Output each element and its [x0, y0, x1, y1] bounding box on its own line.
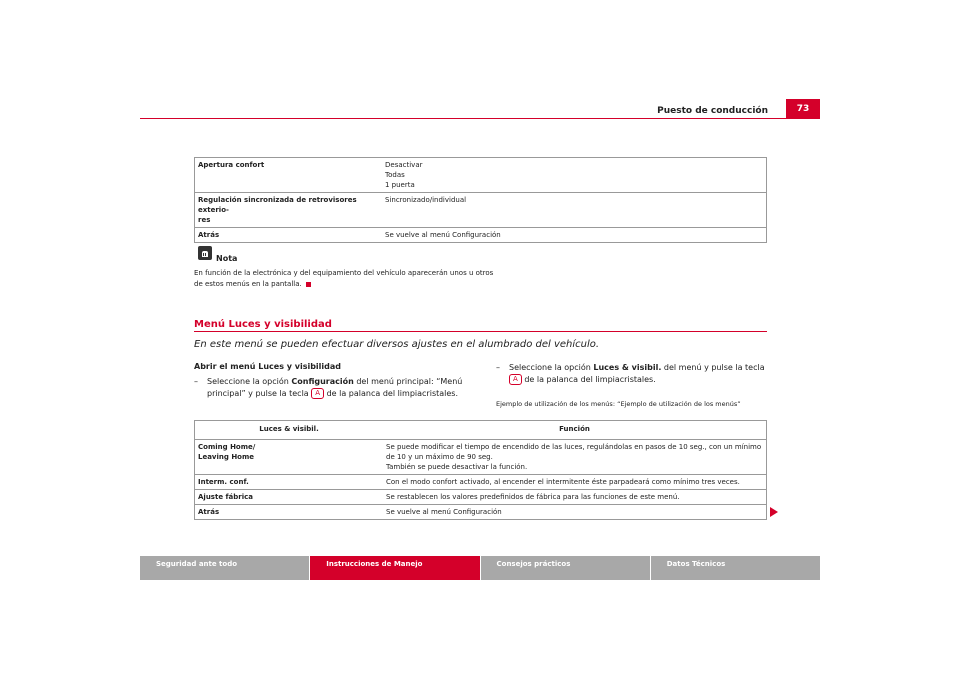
table-row	[195, 228, 767, 243]
option-name: Interm. conf.	[195, 475, 384, 490]
step-text-middle: del menú y pulse la tecla	[661, 363, 765, 372]
page-header-title: Puesto de conducción	[657, 106, 768, 116]
step-text-start: Seleccione la opción	[207, 377, 292, 386]
section-title: Menú Luces y visibilidad	[194, 319, 332, 330]
column-header: Función	[559, 425, 590, 433]
section-subtitle: En este menú se pueden efectuar diversos ajustes en el alumbrado del vehículo.	[194, 339, 600, 350]
step-text	[496, 362, 768, 386]
section-rule	[194, 331, 767, 332]
step-text-end: de la palanca del limpiacristales.	[521, 375, 656, 384]
note-title: Nota	[216, 254, 238, 263]
option-function: Se puede modificar el tiempo de encendido de las luces, regulándolas en pasos de 10 seg., con un mínimo de 10 y un máximo de 90 seg. También se puede desactivar la función.	[383, 440, 767, 475]
step-option-name: Luces & visibil.	[593, 363, 662, 372]
option-function: Con el modo confort activado, al encender el intermitente éste parpadeará como mínimo tres veces.	[383, 475, 767, 490]
procedure-heading: Abrir el menú Luces y visibilidad	[194, 362, 341, 371]
step-text-end: de la palanca del limpiacristales.	[324, 389, 458, 398]
footer-tab-instrucciones[interactable]: Instrucciones de Manejo	[310, 556, 479, 580]
end-section-marker-icon	[306, 282, 311, 287]
step-dash: –	[194, 377, 198, 386]
option-value: Sincronizado/individual	[382, 193, 767, 228]
settings-table	[194, 157, 767, 243]
table-header-row	[195, 421, 767, 440]
column-header: Luces & visibil.	[259, 425, 319, 433]
next-page-arrow-icon[interactable]	[770, 507, 778, 517]
footer-tab-consejos[interactable]: Consejos prácticos	[481, 556, 650, 580]
option-value: Desactivar Todas 1 puerta	[385, 161, 423, 189]
table-row	[195, 475, 767, 490]
table-caption: Ejemplo de utilización de los menús: “Ejemplo de utilización de los menús”	[496, 400, 741, 408]
option-function: Se restablecen los valores predefinidos de fábrica para las funciones de este menú.	[383, 490, 767, 505]
option-function: Se vuelve al menú Configuración	[383, 505, 767, 520]
page-number-badge: 73	[786, 99, 820, 118]
step-text	[194, 376, 484, 400]
info-note-icon	[198, 246, 212, 260]
footer-tab-seguridad[interactable]: Seguridad ante todo	[140, 556, 309, 580]
step-text-start: Seleccione la opción	[509, 363, 594, 372]
footer-tab-datos[interactable]: Datos Técnicos	[651, 556, 820, 580]
table-row	[195, 490, 767, 505]
key-a-icon: A	[509, 374, 522, 385]
table-row	[195, 158, 767, 193]
step-dash: –	[496, 363, 500, 372]
footer-nav	[140, 556, 820, 580]
option-value: Se vuelve al menú Configuración	[382, 228, 767, 243]
table-row	[195, 505, 767, 520]
option-name: Atrás	[195, 505, 384, 520]
table-row	[195, 193, 767, 228]
note-text	[194, 268, 494, 290]
procedure-step	[194, 376, 484, 400]
option-name: Coming Home/ Leaving Home	[195, 440, 384, 475]
table-row	[195, 440, 767, 475]
procedure-step	[496, 362, 768, 386]
option-name: Atrás	[195, 228, 383, 243]
option-name: Regulación sincronizada de retrovisores exterio- res	[195, 193, 383, 228]
lights-visibility-table	[194, 420, 767, 520]
option-name: Apertura confort	[198, 161, 265, 169]
step-option-name: Configuración	[291, 377, 354, 386]
header-rule	[140, 118, 820, 119]
option-name: Ajuste fábrica	[195, 490, 384, 505]
key-a-icon: A	[311, 388, 324, 399]
note-body: En función de la electrónica y del equipamiento del vehículo aparecerán unos u otros de estos menús en la pantalla.	[194, 269, 494, 288]
step-text-middle: del menú principal: “Menú principal” y pulse la tecla	[207, 377, 463, 398]
